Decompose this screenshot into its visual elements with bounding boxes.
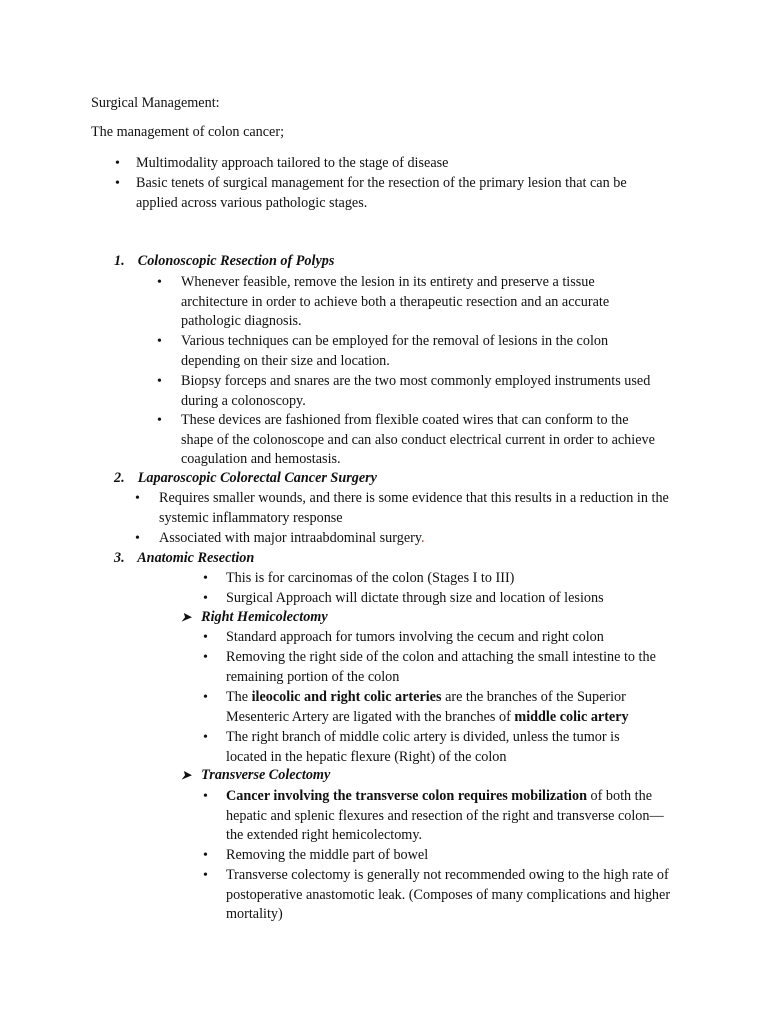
- bullet-icon: [157, 411, 162, 431]
- bullet-icon: [203, 866, 208, 886]
- bullet-icon: [203, 728, 208, 748]
- arrow-bullet-icon: ➤: [181, 610, 192, 624]
- section-heading-1: 1. Colonoscopic Resection of Polyps: [114, 253, 335, 269]
- section-heading-2: 2. Laparoscopic Colorectal Cancer Surgery: [114, 470, 377, 486]
- bullet-icon: [203, 688, 208, 708]
- bullet-icon: [203, 628, 208, 648]
- bullet-icon: [157, 332, 162, 352]
- bullet-icon: [203, 589, 208, 609]
- bullet-icon: [203, 846, 208, 866]
- doc-title: Surgical Management:: [91, 95, 220, 111]
- document-page: Surgical Management: The management of colon cancer; • Multimodality approach tailored to the stage of disease • Basic tenets of surgical management for the resection of the primary lesion that can be applied across various pathologic stages. 1. Colonoscopic Resection of Polyps • Whenever feasible, remove the lesion in its entirety and preserve a tissue architecture in order to achieve both a therapeutic resection and an accurate pathologic diagnosis. • Various techniques can be employed for the removal of lesions in the colon depending on their size and location. • Biopsy forceps and snares are the two most commonly employed instruments used during a colonoscopy. • These devices are fashioned from flexible coated wires that can conform to the shape of the colonoscope and can also conduct electrical current in order to achieve coagulation and hemostasis. 2. Laparoscopic Colorectal Cancer Surgery • Requires smaller wounds, and there is some evidence that this results in a reduction in the systemic inflammatory response • Associated with major intraabdominal surgery. 3. Anatomic Resection • This is for carcinomas of the colon (Stages I to III) • Surgical Approach will dictate through size and location of lesions ➤ Right Hemicolectomy • Standard approach for tumors involving the cecum and right colon • Removing the right side of the colon and attaching the small intestine to the remaining portion of the colon • The ileocolic and right colic arteries are the branches of the Superior Mesenteric Artery are ligated with the branches of middle colic artery • The right branch of middle colic artery is divided, unless the tumor is located in the hepatic flexure (Right) of the colon ➤ Transverse Colectomy • Cancer involving the transverse colon requires mobilization of both the hepatic and splenic flexures and resection of the right and transverse colon—the extended right hemicolectomy. • Removing the middle part of bowel • Transverse colectomy is generally not recommended owing to the high rate of postoperative anastomotic leak. (Composes of many complications and higher mortality): [0, 0, 768, 1024]
- subsection-heading-transverse-colectomy: ➤ Transverse Colectomy: [181, 767, 331, 783]
- arrow-bullet-icon: ➤: [181, 768, 192, 782]
- bullet-icon: [135, 529, 140, 549]
- section-heading-3: 3. Anatomic Resection: [114, 550, 255, 566]
- bullet-icon: [157, 372, 162, 392]
- intro-text: The management of colon cancer;: [91, 124, 285, 140]
- bullet-icon: [115, 174, 120, 194]
- bullet-icon: [203, 569, 208, 589]
- bullet-icon: [135, 489, 140, 509]
- bullet-icon: [115, 154, 120, 174]
- bullet-icon: [203, 787, 208, 807]
- subsection-heading-right-hemicolectomy: ➤ Right Hemicolectomy: [181, 609, 328, 625]
- bullet-icon: [203, 648, 208, 668]
- bullet-icon: [157, 273, 162, 293]
